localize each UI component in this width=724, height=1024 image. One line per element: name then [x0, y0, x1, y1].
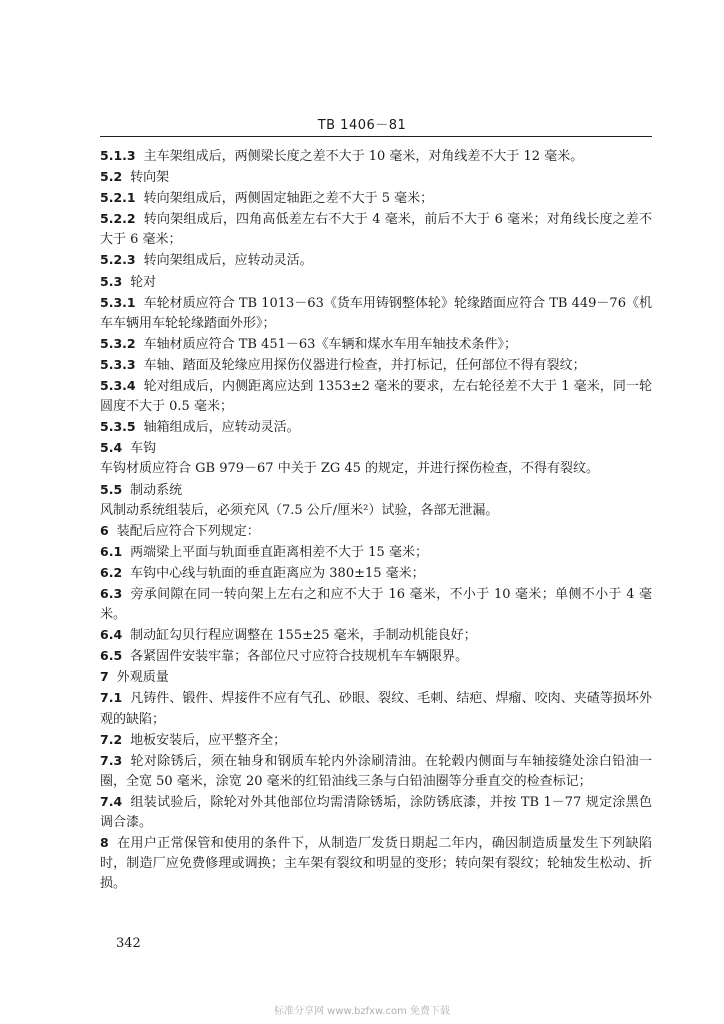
header-rule	[100, 136, 652, 137]
paragraph-text: 轴箱组成后，应转动灵活。	[143, 420, 300, 436]
paragraph	[100, 250, 652, 271]
section-number: 7.2	[100, 731, 123, 747]
paragraph-text: 外观质量	[116, 670, 169, 686]
section-number: 7.3	[100, 752, 123, 768]
document-body	[100, 146, 652, 894]
section-number: 5.2.1	[100, 190, 136, 206]
paragraph	[100, 334, 652, 355]
paragraph-text: 凡铸件、锻件、焊接件不应有气孔、砂眼、裂纹、毛刺、结疤、焊瘤、咬肉、夹碴等损坏外观的缺陷；	[100, 691, 652, 727]
section-number: 5.3	[100, 273, 123, 289]
section-number: 5.3.2	[100, 335, 136, 351]
paragraph	[100, 751, 652, 792]
paragraph	[100, 272, 652, 293]
section-number: 7.4	[100, 793, 123, 809]
paragraph-text: 车钩中心线与轨面的垂直距离应为 380±15 毫米；	[130, 565, 425, 581]
paragraph-text: 轮对组成后，内侧距离应达到 1353±2 毫米的要求，左右轮径差不大于 1 毫米，同一轮圆度不大于 0.5 毫米；	[100, 379, 652, 415]
paragraph-text: 风制动系统组装后，必须充风（7.5 公斤/厘米²）试验，各部无泄漏。	[100, 502, 499, 518]
paragraph-text: 转向架组成后，两侧固定轴距之差不大于 5 毫米；	[143, 191, 434, 207]
section-number: 5.2	[100, 169, 123, 185]
section-number: 5.5	[100, 481, 123, 497]
watermark: 标准分享网 www.bzfxw.com 免费下载	[274, 1006, 450, 1017]
section-number: 6.5	[100, 648, 123, 664]
paragraph	[100, 293, 652, 334]
paragraph-text: 装配后应符合下列规定：	[116, 523, 260, 539]
section-number: 8	[100, 835, 109, 851]
paragraph-text: 车轴、踏面及轮缘应用探伤仪器进行检查，并打标记，任何部位不得有裂纹；	[143, 357, 586, 373]
paragraph	[100, 459, 652, 479]
paragraph-text: 车轮材质应符合 TB 1013－63《货车用铸钢整体轮》轮缘踏面应符合 TB 449－76《机车车辆用车轮轮缘踏面外形》；	[100, 295, 652, 331]
section-number: 6.1	[100, 543, 123, 559]
paragraph	[100, 355, 652, 376]
paragraph	[100, 438, 652, 459]
section-number: 6.4	[100, 627, 123, 643]
paragraph	[100, 730, 652, 751]
paragraph-text: 制动系统	[130, 482, 183, 498]
paragraph	[100, 584, 652, 625]
paragraph	[100, 792, 652, 833]
section-number: 5.1.3	[100, 148, 136, 163]
section-number: 5.3.4	[100, 378, 136, 394]
paragraph-text: 两端梁上平面与轨面垂直距离相差不大于 15 毫米；	[130, 544, 428, 560]
paragraph-text: 主车架组成后，两侧梁长度之差不大于 10 毫米，对角线差不大于 12 毫米。	[143, 149, 584, 164]
paragraph-text: 车轴材质应符合 TB 451－63《车辆和煤水车用车轴技术条件》；	[143, 336, 517, 352]
paragraph	[100, 501, 652, 521]
section-number: 5.2.3	[100, 252, 136, 268]
paragraph-text: 转向架	[130, 170, 170, 186]
paragraph	[100, 688, 652, 729]
paragraph-text: 组装试验后，除轮对外其他部位均需清除锈垢，涂防锈底漆，并按 TB 1－77 规定涂黑色调合漆。	[100, 794, 652, 830]
paragraph-text: 车钩	[130, 441, 157, 457]
paragraph	[100, 146, 652, 167]
paragraph	[100, 480, 652, 501]
paragraph-text: 轮对	[130, 274, 157, 290]
paragraph	[100, 188, 652, 209]
section-number: 7.1	[100, 690, 123, 706]
paragraph-text: 车钩材质应符合 GB 979－67 中关于 ZG 45 的规定，并进行探伤检查，不得有裂纹。	[100, 461, 600, 477]
paragraph	[100, 521, 652, 542]
section-number: 6	[100, 522, 109, 538]
paragraph	[100, 209, 652, 250]
paragraph-text: 轮对除锈后，须在轴身和钢质车轮内外涂刷清油。在轮毂内侧面与车轴接缝处涂白铅油一圈，全宽 50 毫米，涂宽 20 毫米的红铅油线三条与白铅油圈等分垂直交的检查标记；	[100, 753, 652, 789]
page-number: 342	[116, 936, 141, 951]
page-header	[0, 114, 724, 133]
paragraph-text: 地板安装后，应平整齐全；	[130, 732, 287, 748]
section-number: 6.3	[100, 585, 123, 601]
section-number: 5.3.5	[100, 419, 136, 435]
paragraph-text: 在用户正常保管和使用的条件下，从制造厂发货日期起二年内，确因制造质量发生下列缺陷时，制造厂应免费修理或调换；主车架有裂纹和明显的变形；转向架有裂纹；轮轴发生松动、折损。	[100, 836, 652, 892]
paragraph	[100, 376, 652, 417]
paragraph-text: 转向架组成后，四角高低差左右不大于 4 毫米，前后不大于 6 毫米；对角线长度之差不大于 6 毫米；	[100, 212, 652, 248]
section-number: 5.4	[100, 440, 123, 456]
section-number: 5.2.2	[100, 211, 136, 227]
paragraph	[100, 646, 652, 667]
paragraph	[100, 563, 652, 584]
paragraph	[100, 667, 652, 688]
paragraph-text: 各紧固件安装牢靠；各部位尺寸应符合技规机车车辆限界。	[130, 649, 469, 665]
paragraph-text: 转向架组成后，应转动灵活。	[143, 253, 313, 269]
paragraph-text: 制动缸勾贝行程应调整在 155±25 毫米，手制动机能良好；	[130, 628, 477, 644]
section-number: 6.2	[100, 564, 123, 580]
paragraph-text: 旁承间隙在同一转向架上左右之和应不大于 16 毫米，不小于 10 毫米；单侧不小于 4 毫米。	[100, 586, 652, 623]
section-number: 5.3.1	[100, 294, 136, 310]
paragraph	[100, 625, 652, 646]
section-number: 7	[100, 669, 109, 685]
section-number: 5.3.3	[100, 356, 136, 372]
paragraph	[100, 833, 652, 894]
document-code: TB 1406－81	[317, 118, 407, 133]
paragraph	[100, 542, 652, 563]
paragraph	[100, 417, 652, 438]
paragraph	[100, 167, 652, 188]
